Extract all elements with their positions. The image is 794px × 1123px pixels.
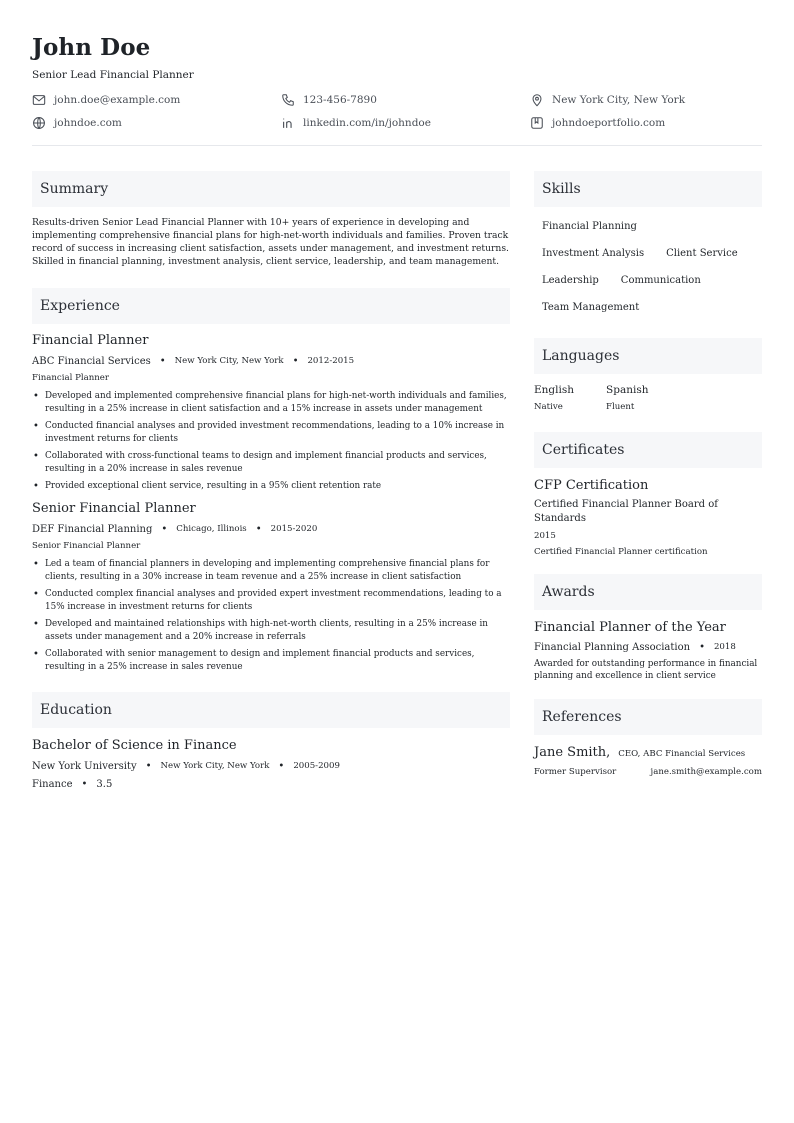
languages-list (534, 384, 762, 412)
contact-linkedin[interactable] (281, 115, 530, 130)
candidate-name: John Doe (32, 34, 151, 61)
education-field: Finance (32, 779, 73, 790)
job-location: New York City, New York (174, 356, 284, 366)
certificate-issuer: Certified Financial Planner Board of Standards (534, 499, 718, 524)
job-location: Chicago, Illinois (176, 524, 247, 534)
reference-details (534, 767, 762, 777)
reference-name: Jane Smith, (534, 745, 611, 760)
portfolio-text: johndoeportfolio.com (552, 116, 666, 129)
section-heading-awards: Awards (534, 574, 762, 610)
list-item: • Conducted financial analyses and provided investment recommendations, leading to a 10% increase in investment returns for clients (32, 420, 510, 446)
list-item: • Conducted complex financial analyses and provided expert investment recommendations, leading to a 15% increase in investment returns for clients (32, 588, 510, 614)
job-title: Senior Financial Planner (32, 501, 196, 516)
experience-entry (32, 501, 510, 674)
education-meta (32, 760, 510, 773)
list-item: • Developed and implemented comprehensive financial plans for high-net-worth individuals and families, resulting in a 25% increase in client satisfaction and a 15% increase in assets under management (32, 390, 510, 416)
school-name: New York University (32, 761, 137, 772)
award-title: Financial Planner of the Year (534, 620, 726, 635)
separator-dot: • (278, 761, 285, 772)
globe-icon (32, 116, 46, 130)
education-dates: 2005-2009 (293, 761, 340, 771)
list-item: • Collaborated with senior management to design and implement financial products and services, resulting in a 25% increase in sales revenue (32, 648, 510, 674)
reference-header (534, 745, 762, 760)
left-column (32, 171, 510, 790)
job-role: Financial Planner (32, 373, 109, 383)
language-item (606, 384, 648, 412)
section-heading-education: Education (32, 692, 510, 728)
list-item: • Provided exceptional client service, resulting in a 95% client retention rate (32, 480, 510, 493)
headline: Senior Lead Financial Planner (32, 69, 194, 81)
separator-dot: • (255, 524, 262, 535)
section-heading-experience: Experience (32, 288, 510, 324)
email-text: john.doe@example.com (54, 93, 181, 106)
summary-text: Results-driven Senior Lead Financial Planner with 10+ years of experience in developing and implementing comprehensive financial plans for high-net-worth individuals and families. Proven track record of success in increasing client satisfaction, assets under management, and investment returns. Skilled in financial planning, investment analysis, client service, leadership, and team management. (32, 217, 509, 267)
award-description: Awarded for outstanding performance in financial planning and excellence in client service (534, 659, 758, 681)
location-text: New York City, New York (552, 93, 686, 106)
list-item: • Collaborated with cross-functional teams to design and implement financial products and services, resulting in a 20% increase in sales revenue (32, 450, 510, 476)
award-meta (534, 641, 762, 654)
job-role: Senior Financial Planner (32, 541, 141, 551)
contact-portfolio[interactable] (530, 115, 762, 130)
contact-email[interactable] (32, 92, 281, 107)
bookmark-icon (530, 116, 544, 130)
job-bullets (32, 558, 510, 674)
award-entry (534, 620, 762, 682)
skill-chip: Investment Analysis (542, 248, 645, 259)
job-title: Financial Planner (32, 333, 149, 348)
certificate-entry (534, 478, 762, 557)
job-dates: 2015-2020 (270, 524, 318, 534)
location-pin-icon (530, 93, 544, 107)
section-heading-languages: Languages (534, 338, 762, 374)
skill-chip: Financial Planning (542, 221, 637, 232)
website-text: johndoe.com (54, 116, 122, 129)
language-name: English (534, 384, 575, 396)
linkedin-text: linkedin.com/in/johndoe (303, 116, 431, 129)
certificate-year: 2015 (534, 531, 556, 541)
section-heading-references: References (534, 699, 762, 735)
skill-chip: Client Service (666, 248, 738, 259)
language-level: Native (534, 402, 563, 412)
header-divider (32, 145, 762, 146)
contact-list (32, 92, 762, 130)
section-heading-summary: Summary (32, 171, 510, 207)
reference-email[interactable]: jane.smith@example.com (650, 767, 762, 777)
mail-icon (32, 93, 46, 107)
phone-icon (281, 93, 295, 107)
education-entry (32, 738, 510, 790)
certificate-title: CFP Certification (534, 478, 649, 493)
contact-location (530, 92, 762, 107)
contact-website[interactable] (32, 115, 281, 130)
list-item: • Developed and maintained relationships with high-net-worth clients, resulting in a 25% increase in assets under management and a 20% increase in referrals (32, 618, 510, 644)
skill-chip: Leadership (542, 275, 599, 286)
experience-entry (32, 333, 510, 493)
company-name: DEF Financial Planning (32, 524, 153, 535)
degree: Bachelor of Science in Finance (32, 738, 237, 753)
award-year: 2018 (713, 642, 736, 652)
language-item (534, 384, 574, 412)
job-dates: 2012-2015 (307, 356, 355, 366)
contact-phone[interactable] (281, 92, 530, 107)
language-name: Spanish (606, 384, 649, 396)
separator-dot: • (699, 642, 705, 653)
reference-relation: Former Supervisor (534, 767, 617, 777)
job-bullets (32, 390, 510, 493)
reference-role: CEO, ABC Financial Services (618, 749, 746, 759)
school-location: New York City, New York (160, 761, 270, 771)
skill-chip: Communication (620, 275, 701, 286)
education-detail (32, 779, 510, 790)
content-columns (32, 171, 762, 790)
job-meta (32, 523, 510, 536)
reference-entry (534, 745, 762, 777)
phone-text: 123-456-7890 (303, 93, 377, 106)
separator-dot: • (81, 779, 88, 790)
education-gpa: 3.5 (96, 779, 113, 790)
right-column (534, 171, 762, 790)
company-name: ABC Financial Services (32, 356, 151, 367)
language-level: Fluent (606, 402, 635, 412)
certificate-description: Certified Financial Planner certification (534, 547, 708, 557)
separator-dot: • (161, 524, 168, 535)
job-meta (32, 355, 510, 368)
section-heading-certificates: Certificates (534, 432, 762, 468)
separator-dot: • (292, 356, 299, 367)
list-item: • Led a team of financial planners in developing and implementing comprehensive financial plans for clients, resulting in a 30% increase in team revenue and a 25% increase in client satisfaction (32, 558, 510, 584)
separator-dot: • (145, 761, 152, 772)
separator-dot: • (159, 356, 166, 367)
award-issuer: Financial Planning Association (534, 642, 691, 653)
linkedin-icon (281, 116, 295, 130)
section-heading-skills: Skills (534, 171, 762, 207)
skills-list (534, 216, 762, 318)
skill-chip: Team Management (542, 302, 640, 313)
